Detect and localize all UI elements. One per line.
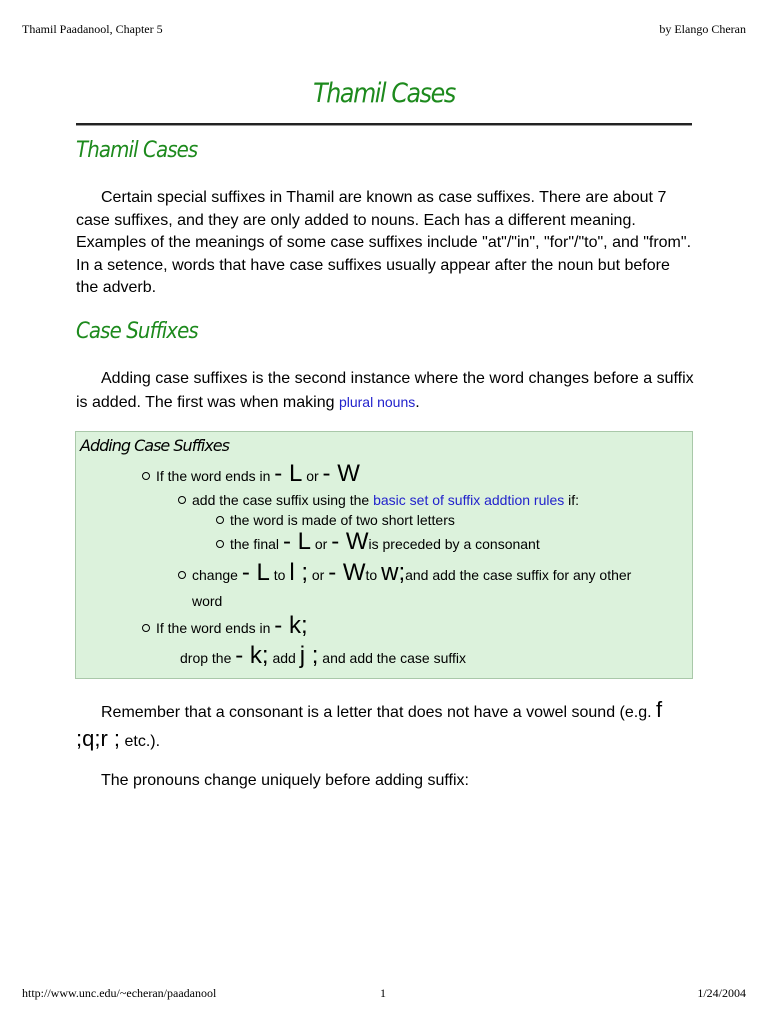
or-text: or	[306, 468, 319, 484]
running-header-author: by Elango Cheran	[659, 22, 746, 36]
basic-suffix-rules-link[interactable]: basic set of suffix addtion rules	[373, 492, 565, 508]
case-suffixes-paragraph	[76, 368, 696, 414]
rule-text: If the word ends in	[156, 468, 271, 484]
bullet-circle-icon	[142, 624, 150, 632]
page-title: Thamil Cases	[313, 78, 455, 109]
consonant-note	[76, 697, 696, 755]
consonant-glyphs: f ;q;r ;	[76, 697, 663, 751]
running-header-title: Thamil Paadanool, Chapter 5	[22, 22, 163, 36]
footer-url: http://www.unc.edu/~echeran/paadanool	[22, 986, 217, 1000]
adding-case-suffixes-box	[75, 431, 693, 679]
glyph-jj: j ;	[299, 642, 319, 669]
condition-post-text: is preceded by a consonant	[368, 536, 540, 552]
condition-two-short-letters	[216, 512, 455, 528]
rule-ends-in-l-w	[142, 460, 360, 488]
add-text: add	[272, 650, 296, 666]
glyph-k: - k;	[274, 612, 308, 639]
pronouns-paragraph	[76, 770, 696, 793]
section-heading-case-suffixes: Case Suffixes	[76, 319, 198, 344]
consonant-note-text: Remember that a consonant is a letter that does not have a vowel sound (e.g.	[101, 704, 652, 721]
glyph-l: - L	[274, 460, 303, 487]
glyph-w: - W	[331, 528, 369, 555]
subrule-drop-k	[180, 642, 466, 670]
consonant-note-end: etc.).	[124, 733, 161, 750]
subrule-change-continued: word	[192, 593, 223, 609]
drop-post-text: and add the case suffix	[322, 650, 467, 666]
title-divider	[76, 123, 692, 125]
glyph-l: - L	[282, 528, 311, 555]
drop-text: drop the	[180, 650, 232, 666]
footer-date: 1/24/2004	[697, 986, 746, 1000]
glyph-k: - k;	[235, 642, 269, 669]
bullet-circle-icon	[142, 472, 150, 480]
condition-text: the word is made of two short letters	[230, 512, 455, 528]
change-text: change	[192, 567, 238, 583]
condition-text: the final	[230, 536, 280, 552]
case-suffixes-paragraph-text: Adding case suffixes is the second instance where the word changes before a suffix is added. The first was when making	[76, 370, 694, 411]
subrule-text: add the case suffix using the	[192, 492, 370, 508]
glyph-l: - L	[241, 559, 270, 586]
glyph-lt: l ;	[289, 559, 308, 586]
or-text: or	[311, 567, 325, 583]
box-title: Adding Case Suffixes	[80, 436, 229, 455]
bullet-circle-icon	[178, 571, 186, 579]
intro-paragraph-text: Certain special suffixes in Thamil are known as case suffixes. There are about 7 case suffixes, and they are only added to nouns. Each has a different meaning. Examples of the meanings of some case suffixes include "at"/"in", "for"/"to", and "from". In a setence, words that have case suffixes usually appear after the noun but before the adverb.	[76, 189, 692, 296]
subrule-basic-set	[178, 492, 579, 508]
change-post-text: and add the case suffix for any other	[405, 567, 632, 583]
intro-paragraph	[76, 187, 696, 300]
subrule-if-text: if:	[568, 492, 580, 508]
section-heading-thamil-cases: Thamil Cases	[76, 138, 198, 163]
or-text: or	[314, 536, 328, 552]
footer-page-number: 1	[380, 986, 386, 1000]
rule-text: If the word ends in	[156, 620, 271, 636]
rule-ends-in-k	[142, 612, 308, 640]
to-text: to	[365, 567, 378, 583]
paragraph-period: .	[415, 393, 420, 411]
pronouns-text: The pronouns change uniquely before adding suffix:	[101, 772, 469, 789]
plural-nouns-link[interactable]: plural nouns	[338, 393, 416, 410]
bullet-circle-icon	[216, 540, 224, 548]
subrule-change-letters	[178, 559, 631, 587]
bullet-circle-icon	[216, 516, 224, 524]
to-text: to	[273, 567, 286, 583]
glyph-ww: w;	[381, 559, 406, 586]
bullet-circle-icon	[178, 496, 186, 504]
glyph-w: - W	[328, 559, 366, 586]
glyph-w: - W	[322, 460, 360, 487]
condition-preceded-by-consonant	[216, 528, 540, 556]
